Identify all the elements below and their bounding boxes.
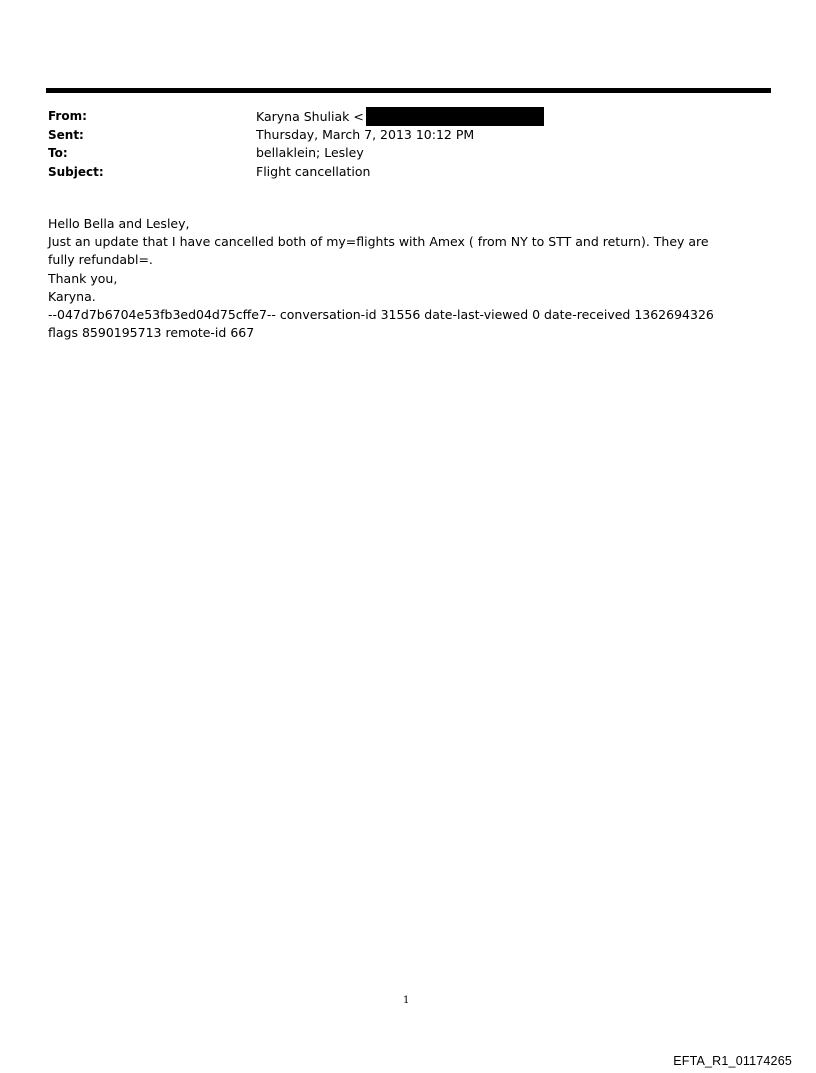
to-row (48, 144, 748, 163)
sent-row (48, 126, 748, 145)
email-body (48, 215, 738, 342)
greeting-line: Hello Bella and Lesley, (48, 216, 190, 231)
document-id: EFTA_R1_01174265 (673, 1054, 792, 1068)
subject-value: Flight cancellation (256, 163, 371, 179)
sent-label: Sent: (48, 127, 84, 142)
redaction-block (366, 107, 544, 126)
closing-line: Thank you, (48, 270, 118, 286)
sent-value: Thursday, March 7, 2013 10:12 PM (256, 126, 475, 142)
message-line: Just an update that I have cancelled both of my=flights with Amex ( from NY to STT and return). They are fully refundabl=. (48, 234, 709, 268)
from-label: From: (48, 109, 87, 123)
sender-name: Karyna Shuliak < (256, 109, 364, 124)
from-row (48, 107, 748, 126)
from-value (256, 107, 544, 126)
email-header (48, 107, 748, 181)
subject-row (48, 163, 748, 182)
header-divider (46, 88, 771, 93)
to-label: To: (48, 146, 68, 160)
page-number: 1 (403, 995, 410, 1006)
signature-line: Karyna. (48, 288, 96, 304)
to-value: bellaklein; Lesley (256, 145, 364, 160)
metadata-line: --047d7b6704e53fb3ed04d75cffe7-- conversation-id 31556 date-last-viewed 0 date-received 1362694326 flags 8590195713 remote-id 667 (48, 307, 714, 341)
subject-label: Subject: (48, 164, 104, 179)
